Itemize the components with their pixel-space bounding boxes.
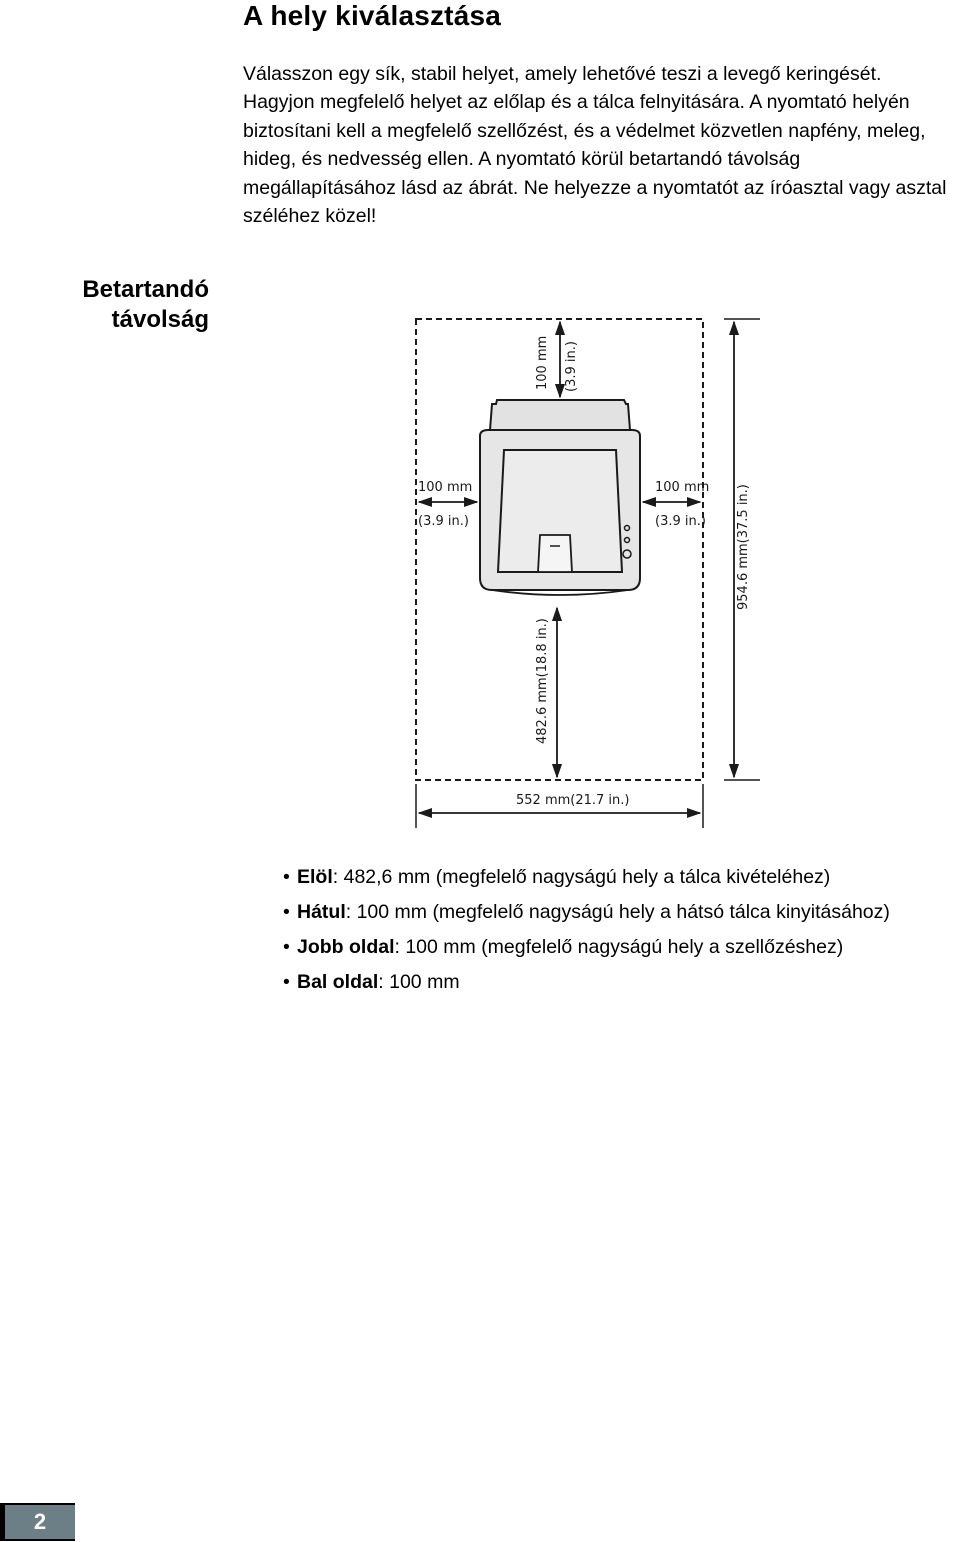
intro-text: Válasszon egy sík, stabil helyet, amely lehetővé teszi a levegő keringését. Hagyjon megfelelő helyet az előlap és a tálca felnyitására. A nyomtató helyén biztosítani kell a megfelelő szellőzést, és a védelmet közvetlen napfény, meleg, hideg, és nedvesség ellen. A nyomtató körül betartandó távolság megállapításához lásd az ábrát. Ne helyezze a nyomtatót az íróasztal vagy asztal széléhez közel! xyxy=(243,63,947,228)
bullet-term: Elöl xyxy=(297,866,333,888)
front-clearance-label: 482.6 mm(18.8 in.) xyxy=(535,618,550,744)
list-item xyxy=(283,862,953,892)
left-clearance-mm: 100 mm xyxy=(418,480,473,495)
right-clearance-in: (3.9 in.) xyxy=(655,514,706,529)
bullet-text: : 100 mm (megfelelő nagyságú hely a szellőzéshez) xyxy=(394,936,844,958)
list-item xyxy=(283,897,953,927)
clearance-diagram xyxy=(400,300,780,840)
printer-illustration xyxy=(480,400,640,595)
depth-label: 954.6 mm(37.5 in.) xyxy=(736,484,751,610)
bullet-mark: • xyxy=(283,866,290,888)
top-clearance-mm: 100 mm xyxy=(535,335,550,390)
printer-output-slot xyxy=(538,535,572,572)
side-label-line2: távolság xyxy=(111,306,209,333)
clearance-list xyxy=(283,862,953,1002)
bullet-text: : 100 mm xyxy=(378,971,460,993)
bullet-text: : 482,6 mm (megfelelő nagyságú hely a tálca kivételéhez) xyxy=(332,866,831,888)
side-label-line1: Betartandó xyxy=(82,276,209,303)
bullet-mark: • xyxy=(283,901,290,923)
bullet-term: Hátul xyxy=(297,901,346,923)
bullet-term: Jobb oldal xyxy=(297,936,395,958)
top-clearance-in: (3.9 in.) xyxy=(564,341,579,392)
clearance-diagram-svg xyxy=(400,300,780,840)
left-clearance-in: (3.9 in.) xyxy=(418,514,469,529)
bullet-mark: • xyxy=(283,971,290,993)
width-label: 552 mm(21.7 in.) xyxy=(516,793,630,808)
section-side-label xyxy=(82,275,209,335)
bullet-term: Bal oldal xyxy=(297,971,379,993)
printer-rear-tray xyxy=(490,400,630,430)
list-item xyxy=(283,932,953,962)
page-number-badge xyxy=(0,1503,75,1541)
page-title: A hely kiválasztása xyxy=(243,0,502,31)
list-item xyxy=(283,967,953,997)
intro-paragraph xyxy=(243,60,955,230)
page-number: 2 xyxy=(5,1505,75,1539)
bullet-text: : 100 mm (megfelelő nagyságú hely a hátsó tálca kinyitásához) xyxy=(345,901,890,923)
right-clearance-mm: 100 mm xyxy=(655,480,710,495)
bullet-mark: • xyxy=(283,936,290,958)
